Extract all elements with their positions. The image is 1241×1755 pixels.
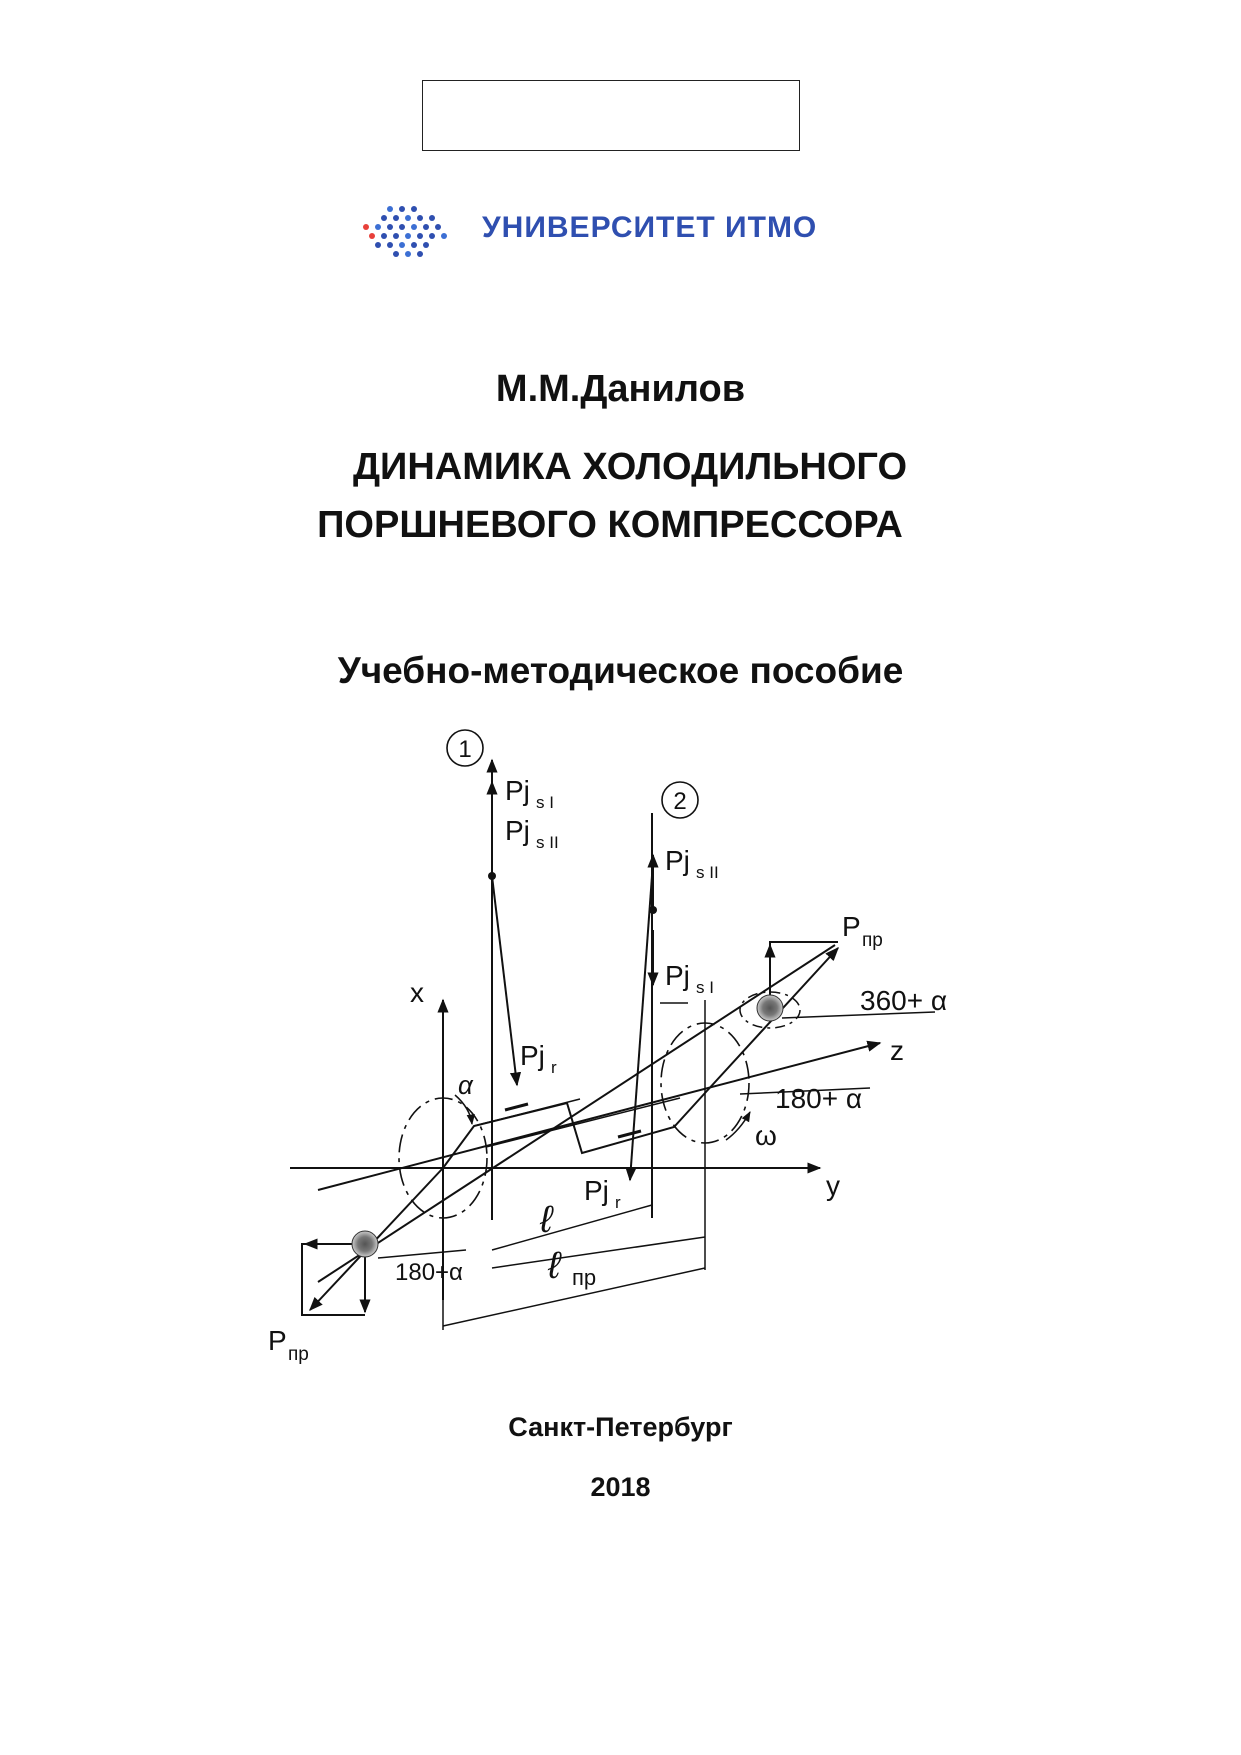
logo-dot xyxy=(405,233,411,239)
logo-dot xyxy=(387,242,393,248)
logo-dot xyxy=(405,251,411,257)
joint-dot-2 xyxy=(649,906,657,914)
label-pjs2-right-sub: s II xyxy=(696,863,719,882)
label-ppr-right-sub: пр xyxy=(862,930,883,951)
title-line-2: ПОРШНЕВОГО КОМПРЕССОРА xyxy=(317,504,903,546)
title-line-1: ДИНАМИКА ХОЛОДИЛЬНОГО xyxy=(352,446,908,488)
logo-dot xyxy=(399,242,405,248)
label-axis-y: y xyxy=(826,1170,840,1201)
label-pjs1-top: Pj xyxy=(505,775,530,806)
label-pjs1-right-sub: s I xyxy=(696,978,714,997)
logo-dot xyxy=(393,251,399,257)
logo-dots-icon xyxy=(358,203,468,259)
logo-text: УНИВЕРСИТЕТ ИТМО xyxy=(482,211,818,244)
logo-dot xyxy=(369,233,375,239)
piston-pin-2 xyxy=(618,1131,641,1137)
label-pjr-left-sub: r xyxy=(551,1058,557,1077)
logo-dot xyxy=(423,224,429,230)
label-ppr-right: P xyxy=(842,911,861,942)
logo-dot xyxy=(441,233,447,239)
logo-dot xyxy=(417,215,423,221)
label-omega: ω xyxy=(755,1120,777,1151)
label-angle-180-left: 180+α xyxy=(395,1259,463,1286)
logo-dot xyxy=(435,224,441,230)
logo-dot xyxy=(387,206,393,212)
book-title xyxy=(290,438,970,554)
label-angle-360: 360+ α xyxy=(860,985,948,1016)
logo-dot xyxy=(375,224,381,230)
book-subtitle: Учебно-методическое пособие xyxy=(337,650,904,691)
logo-dot xyxy=(375,242,381,248)
publication-year: 2018 xyxy=(590,1472,651,1502)
logo-dot xyxy=(363,224,369,230)
logo-dot xyxy=(411,224,417,230)
label-dim-lpr-sub: пр xyxy=(572,1265,597,1290)
counterweight-hub-left xyxy=(352,1231,378,1257)
cylinder-2-label: 2 xyxy=(673,788,687,815)
logo-dot xyxy=(429,233,435,239)
label-dim-l: ℓ xyxy=(540,1199,553,1241)
label-dim-lpr: ℓ xyxy=(548,1245,561,1287)
label-pjr-left: Pj xyxy=(520,1040,545,1071)
label-ppr-left: P xyxy=(268,1325,287,1356)
logo-dot xyxy=(417,251,423,257)
label-pjs1-top-sub: s I xyxy=(536,793,554,812)
label-pjs2-top-sub: s II xyxy=(536,833,559,852)
cylinder-1-label: 1 xyxy=(458,736,472,763)
logo-dot xyxy=(387,224,393,230)
omega-arc xyxy=(726,1112,750,1140)
label-pjr-right: Pj xyxy=(584,1175,609,1206)
label-pjs1-right: Pj xyxy=(665,960,690,991)
logo-dot xyxy=(381,215,387,221)
joint-dot-1 xyxy=(488,872,496,880)
logo-dot xyxy=(405,215,411,221)
conrod-1 xyxy=(492,876,517,1085)
counterweight-hub-right xyxy=(757,995,783,1021)
compressor-dynamics-diagram xyxy=(250,720,990,1370)
logo-dot xyxy=(399,224,405,230)
logo-dot xyxy=(423,242,429,248)
logo-dot xyxy=(393,215,399,221)
piston-pin-1 xyxy=(505,1104,528,1110)
logo-dot xyxy=(411,206,417,212)
angle-180-left-leader xyxy=(378,1250,466,1258)
logo-dot xyxy=(429,215,435,221)
label-axis-z: z xyxy=(890,1035,904,1066)
publication-city: Санкт-Петербург xyxy=(508,1412,733,1442)
label-ppr-left-sub: пр xyxy=(288,1344,309,1365)
logo-dot xyxy=(393,233,399,239)
ppr-box-left xyxy=(302,1244,365,1315)
label-alpha: α xyxy=(458,1070,473,1100)
ppr-box-right xyxy=(770,942,838,1008)
logo-dot xyxy=(381,233,387,239)
logo-dot xyxy=(417,233,423,239)
empty-frame-box xyxy=(422,80,800,151)
label-pjr-right-sub: r xyxy=(615,1193,621,1212)
author-name: М.М.Данилов xyxy=(495,368,746,410)
dim-l-line xyxy=(492,1205,652,1250)
university-logo xyxy=(358,203,838,259)
logo-dot xyxy=(399,206,405,212)
label-angle-180-right: 180+ α xyxy=(775,1083,863,1114)
crank-web-line-2 xyxy=(486,1098,680,1147)
logo-dot xyxy=(411,242,417,248)
label-pjs2-right: Pj xyxy=(665,845,690,876)
label-pjs2-top: Pj xyxy=(505,815,530,846)
crank-throw xyxy=(443,1093,705,1168)
label-axis-x: x xyxy=(410,977,424,1008)
crankshaft-line xyxy=(318,945,835,1282)
